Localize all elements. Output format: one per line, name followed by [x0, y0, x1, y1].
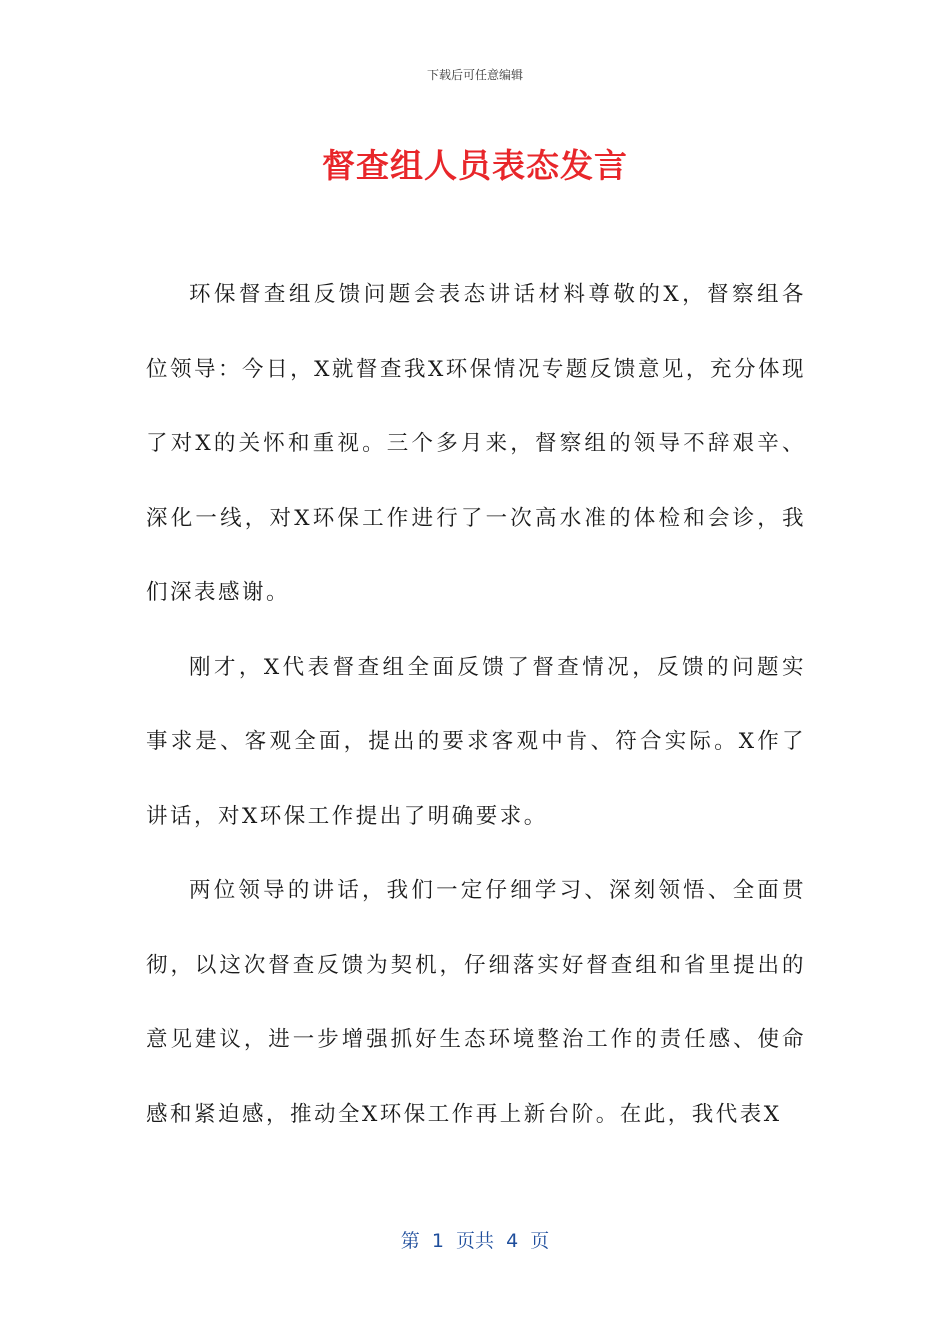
- paragraph-1: 环保督查组反馈问题会表态讲话材料尊敬的X，督察组各位领导：今日，X就督查我X环保情况专题反馈意见，充分体现了对X的关怀和重视。三个多月来，督察组的领导不辞艰辛、深化一线，对X环保工作进行了一次高水准的体检和会诊，我们深表感谢。: [146, 282, 806, 605]
- paragraph-3: 两位领导的讲话，我们一定仔细学习、深刻领悟、全面贯彻，以这次督查反馈为契机，仔细落实好督查组和省里提出的意见建议，进一步增强抓好生态环境整治工作的责任感、使命感和紧迫感，推动全X环保工作再上新台阶。在此，我代表X: [146, 878, 806, 1127]
- page-number-footer: 第 1 页共 4 页: [400, 1230, 550, 1252]
- header-note: 下载后可任意编辑: [426, 68, 523, 82]
- document-title: 督查组人员表态发言: [322, 146, 628, 185]
- paragraph-2: 刚才，X代表督查组全面反馈了督查情况，反馈的问题实事求是、客观全面，提出的要求客观中肯、符合实际。X作了讲话，对X环保工作提出了明确要求。: [146, 654, 806, 829]
- document-body: [146, 258, 806, 1152]
